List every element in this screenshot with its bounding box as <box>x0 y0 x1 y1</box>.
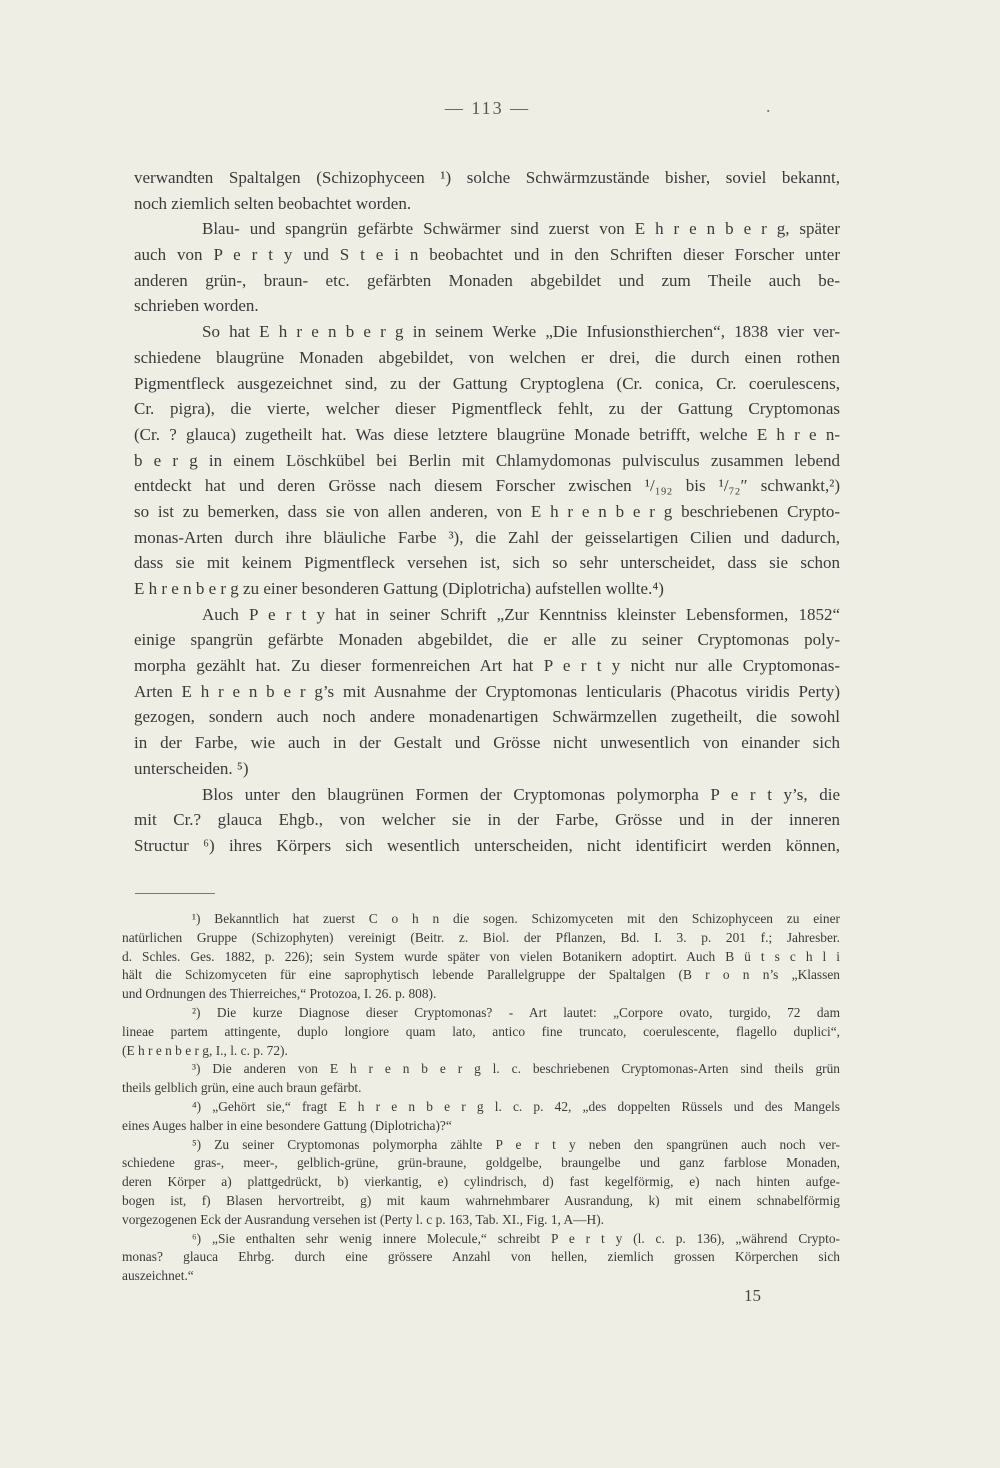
footnote-line: ⁵) Zu seiner Cryptomonas polymorpha zählte P e r t y neben den spangrünen auch noch ver- <box>192 1136 840 1152</box>
footnote-divider <box>135 893 215 894</box>
footnote-line: theils gelblich grün, eine auch braun gefärbt. <box>122 1080 362 1096</box>
footnote-line: monas? glauca Ehrbg. durch eine grössere Anzahl von hellen, ziemlich grossen Körperchen sich <box>122 1249 840 1265</box>
footnote-line: ²) Die kurze Diagnose dieser Cryptomonas? - Art lautet: „Corpore ovato, turgido, 72 dam <box>192 1004 840 1020</box>
body-line: Blos unter den blaugrünen Formen der Cryptomonas polymorpha P e r t y’s, die <box>202 784 840 804</box>
footnote-line: ⁶) „Sie enthalten sehr wenig innere Molecule,“ schreibt P e r t y (l. c. p. 136), „während Crypto- <box>192 1230 840 1246</box>
body-line: dass sie mit keinem Pigmentfleck versehen ist, sich so sehr unterscheidet, dass sie schon <box>134 553 840 573</box>
body-line: auch von P e r t y und S t e i n beobachtet und in den Schriften dieser Forscher unter <box>134 245 840 265</box>
footnote-line: auszeichnet.“ <box>122 1268 194 1284</box>
footnote-line: und Ordnungen des Thierreiches,“ Protozoa, I. 26. p. 808). <box>122 986 437 1002</box>
signature-mark: 15 <box>744 1286 761 1305</box>
body-line: b e r g in einem Löschkübel bei Berlin mit Chlamydomonas pulvisculus zusammen lebend <box>134 450 840 470</box>
body-line: schrieben worden. <box>134 296 259 316</box>
footnote-line: deren Körper a) plattgedrückt, b) vierkantig, e) cylindrisch, d) fast kegelförmig, e) nach hinten aufge- <box>122 1174 840 1190</box>
footnote-line: d. Schles. Ges. 1882, p. 226); sein System wurde später von vielen Botanikern adoptirt. Auch B ü t s c h l i <box>122 948 840 964</box>
body-line: Cr. pigra), die vierte, welcher dieser Pigmentfleck fehlt, zu der Gattung Cryptomonas <box>134 399 840 419</box>
footnote-line: lineae partem attingente, duplo longiore quam lato, antico fine truncato, coerulescente, flagello duplici“, <box>122 1023 840 1039</box>
body-line: Structur ⁶) ihres Körpers sich wesentlich unterscheiden, nicht identificirt werden können, <box>134 835 840 855</box>
main-text <box>122 165 840 859</box>
body-line: so ist zu bemerken, dass sie von allen anderen, von E h r e n b e r g beschriebenen Crypto- <box>134 501 840 521</box>
body-line: Auch P e r t y hat in seiner Schrift „Zur Kenntniss kleinster Lebensformen, 1852“ <box>202 604 840 624</box>
body-line: So hat E h r e n b e r g in seinem Werke „Die Infusionsthierchen“, 1838 vier ver- <box>202 322 840 342</box>
footnote-line: hält die Schizomyceten für eine saprophytisch lebende Parallelgruppe der Spaltalgen (B r o n n’s „Klassen <box>122 967 840 983</box>
footnote-line: ⁴) „Gehört sie,“ fragt E h r e n b e r g l. c. p. 42, „des doppelten Rüssels und des Mangels <box>192 1098 840 1114</box>
body-line: (Cr. ? glauca) zugetheilt hat. Was diese letztere blaugrüne Monade betrifft, welche E h r e n- <box>134 424 840 444</box>
body-line: Pigmentfleck ausgezeichnet sind, zu der Gattung Cryptoglena (Cr. conica, Cr. coerulescens, <box>134 373 840 393</box>
footnote-line: ³) Die anderen von E h r e n b e r g l. c. beschriebenen Cryptomonas-Arten sind theils grün <box>192 1061 840 1077</box>
footnote-line: schiedene gras-, meer-, gelblich-grüne, grün-braune, goldgelbe, braungelbe und ganz farblose Monaden, <box>122 1155 840 1171</box>
footnote-line: vorgezogenen Eck der Ausrandung versehen ist (Perty l. c p. 163, Tab. XI., Fig. 1, A—H). <box>122 1211 605 1227</box>
footnotes <box>122 910 840 1286</box>
footnote-line: bogen ist, f) Blasen hervortreibt, g) mit kaum wahrnehmbarer Ausrandung, k) mit einem schnabelförmig <box>122 1192 840 1208</box>
body-line: entdeckt hat und deren Grösse nach diesem Forscher zwischen ¹/₁₉₂ bis ¹/₇₂″ schwankt,²) <box>134 476 840 496</box>
body-line: mit Cr.? glauca Ehgb., von welcher sie in der Farbe, Grösse und in der inneren <box>134 810 840 830</box>
body-line: monas-Arten durch ihre bläuliche Farbe ³), die Zahl der geisselartigen Cilien und dadurch, <box>134 527 840 547</box>
body-line: anderen grün-, braun- etc. gefärbten Monaden abgebildet und zum Theile auch be- <box>134 270 840 290</box>
footnote-line: natürlichen Gruppe (Schizophyten) vereinigt (Beitr. z. Biol. der Pflanzen, Bd. I. 3. p. 201 f.; Jahresber. <box>122 929 840 945</box>
footnote-line: eines Auges halber in eine besondere Gattung (Diplotricha)?“ <box>122 1117 452 1133</box>
body-line: Blau- und spangrün gefärbte Schwärmer sind zuerst von E h r e n b e r g, später <box>202 219 840 239</box>
body-line: morpha gezählt hat. Zu dieser formenreichen Art hat P e r t y nicht nur alle Cryptomonas- <box>134 656 840 676</box>
body-line: Arten E h r e n b e r g’s mit Ausnahme der Cryptomonas lenticularis (Phacotus viridis Perty) <box>134 681 840 701</box>
body-line: schiedene blaugrüne Monaden abgebildet, von welchen er drei, die durch einen rothen <box>134 347 840 367</box>
body-line: verwandten Spaltalgen (Schizophyceen ¹) solche Schwärmzustände bisher, soviel bekannt, <box>134 168 840 187</box>
body-line: E h r e n b e r g zu einer besonderen Gattung (Diplotricha) aufstellen wollte.⁴) <box>134 579 664 598</box>
page-mark: . <box>766 96 771 116</box>
body-line: gezogen, sondern auch noch andere monadenartigen Schwärmzellen zugetheilt, die sowohl <box>134 707 840 727</box>
page-number: — 113 — <box>444 98 531 118</box>
body-line: in der Farbe, wie auch in der Gestalt und Grösse nicht unwesentlich von einander sich <box>134 733 840 753</box>
footnote-line: ¹) Bekanntlich hat zuerst C o h n die sogen. Schizomyceten mit den Schizophyceen zu einer <box>192 911 840 926</box>
body-line: einige spangrün gefärbte Monaden abgebildet, die er alle zu seiner Cryptomonas poly- <box>134 630 840 650</box>
footnote-line: (E h r e n b e r g, I., l. c. p. 72). <box>122 1042 288 1058</box>
body-line: noch ziemlich selten beobachtet worden. <box>134 193 412 213</box>
body-line: unterscheiden. ⁵) <box>134 758 249 778</box>
